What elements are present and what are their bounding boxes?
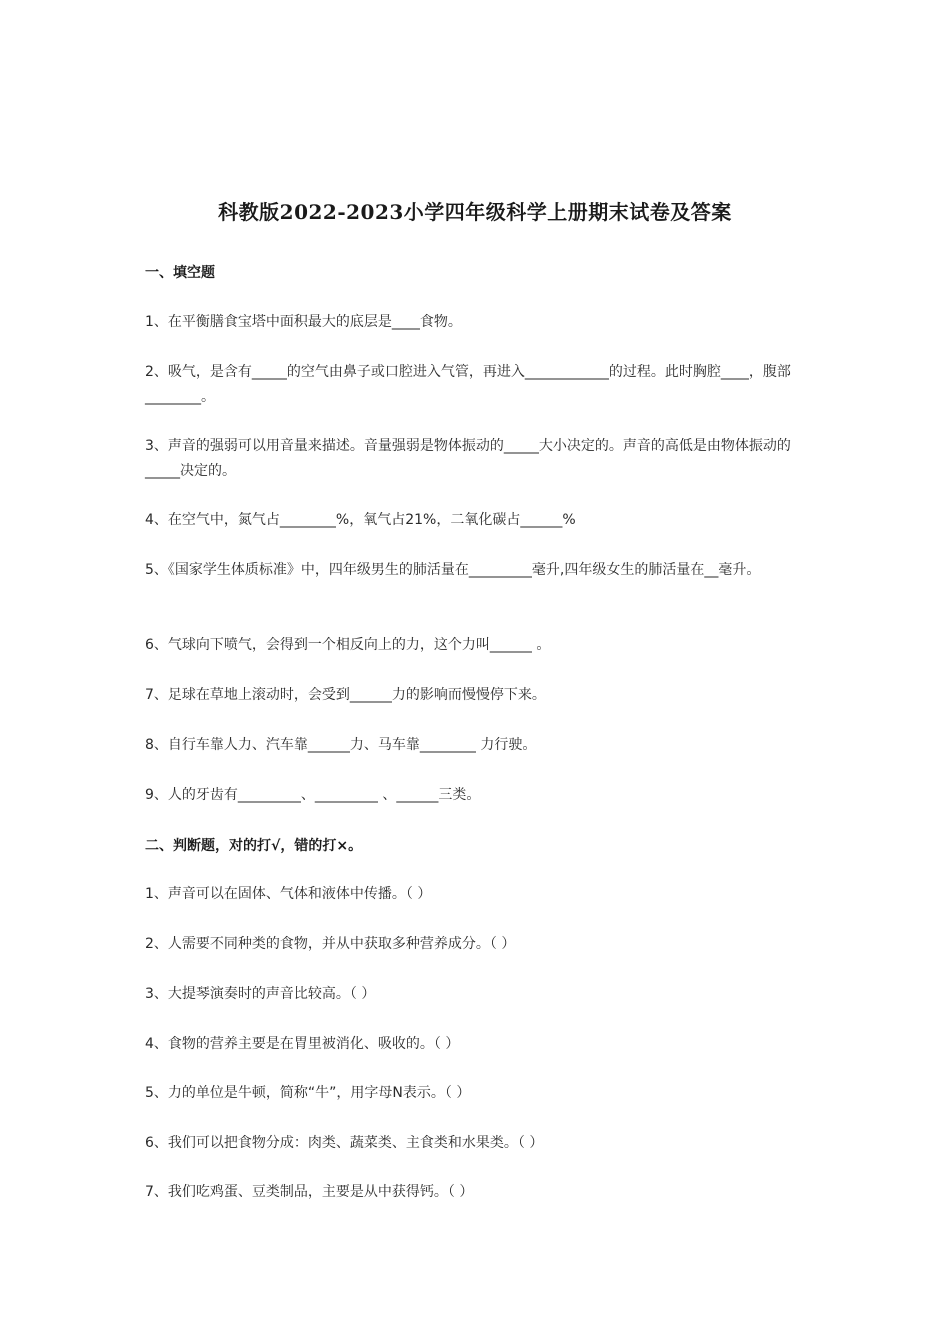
- fill-question-7: 7、足球在草地上滚动时，会受到______力的影响而慢慢停下来。: [145, 687, 546, 703]
- page-title: 科教版2022-2023小学四年级科学上册期末试卷及答案: [218, 200, 732, 224]
- section-heading-true-false: 二、判断题，对的打√，错的打×。: [145, 838, 363, 854]
- fill-question-9: 9、人的牙齿有_________、_________ 、______三类。: [145, 787, 481, 803]
- fill-question-2: 2、吸气，是含有_____的空气由鼻子或口腔进入气管，再进入____________的过程。此时胸腔____，腹部________。: [145, 364, 791, 405]
- tf-question-2: 2、人需要不同种类的食物，并从中获取多种营养成分。（ ）: [145, 936, 516, 952]
- tf-question-6: 6、我们可以把食物分成：肉类、蔬菜类、主食类和水果类。（ ）: [145, 1135, 544, 1151]
- tf-question-7: 7、我们吃鸡蛋、豆类制品，主要是从中获得钙。（ ）: [145, 1184, 474, 1200]
- fill-question-6: 6、气球向下喷气，会得到一个相反向上的力，这个力叫______ 。: [145, 637, 551, 653]
- tf-question-5: 5、力的单位是牛顿，简称“牛”，用字母N表示。（ ）: [145, 1085, 471, 1101]
- fill-question-5: 5、《国家学生体质标准》中，四年级男生的肺活量在_________毫升,四年级女生的肺活量在__毫升。: [145, 562, 761, 578]
- fill-question-1: 1、在平衡膳食宝塔中面积最大的底层是____食物。: [145, 314, 462, 330]
- tf-question-3: 3、大提琴演奏时的声音比较高。（ ）: [145, 986, 376, 1002]
- tf-question-1: 1、声音可以在固体、气体和液体中传播。（ ）: [145, 886, 432, 902]
- fill-question-8: 8、自行车靠人力、汽车靠______力、马车靠________ 力行驶。: [145, 737, 537, 753]
- section-heading-fill-blank: 一、填空题: [145, 265, 215, 281]
- tf-question-4: 4、食物的营养主要是在胃里被消化、吸收的。（ ）: [145, 1036, 460, 1052]
- fill-question-3: 3、声音的强弱可以用音量来描述。音量强弱是物体振动的_____大小决定的。声音的高低是由物体振动的_____决定的。: [145, 438, 791, 479]
- fill-question-4: 4、在空气中，氮气占________%，氧气占21%，二氧化碳占______%: [145, 512, 576, 528]
